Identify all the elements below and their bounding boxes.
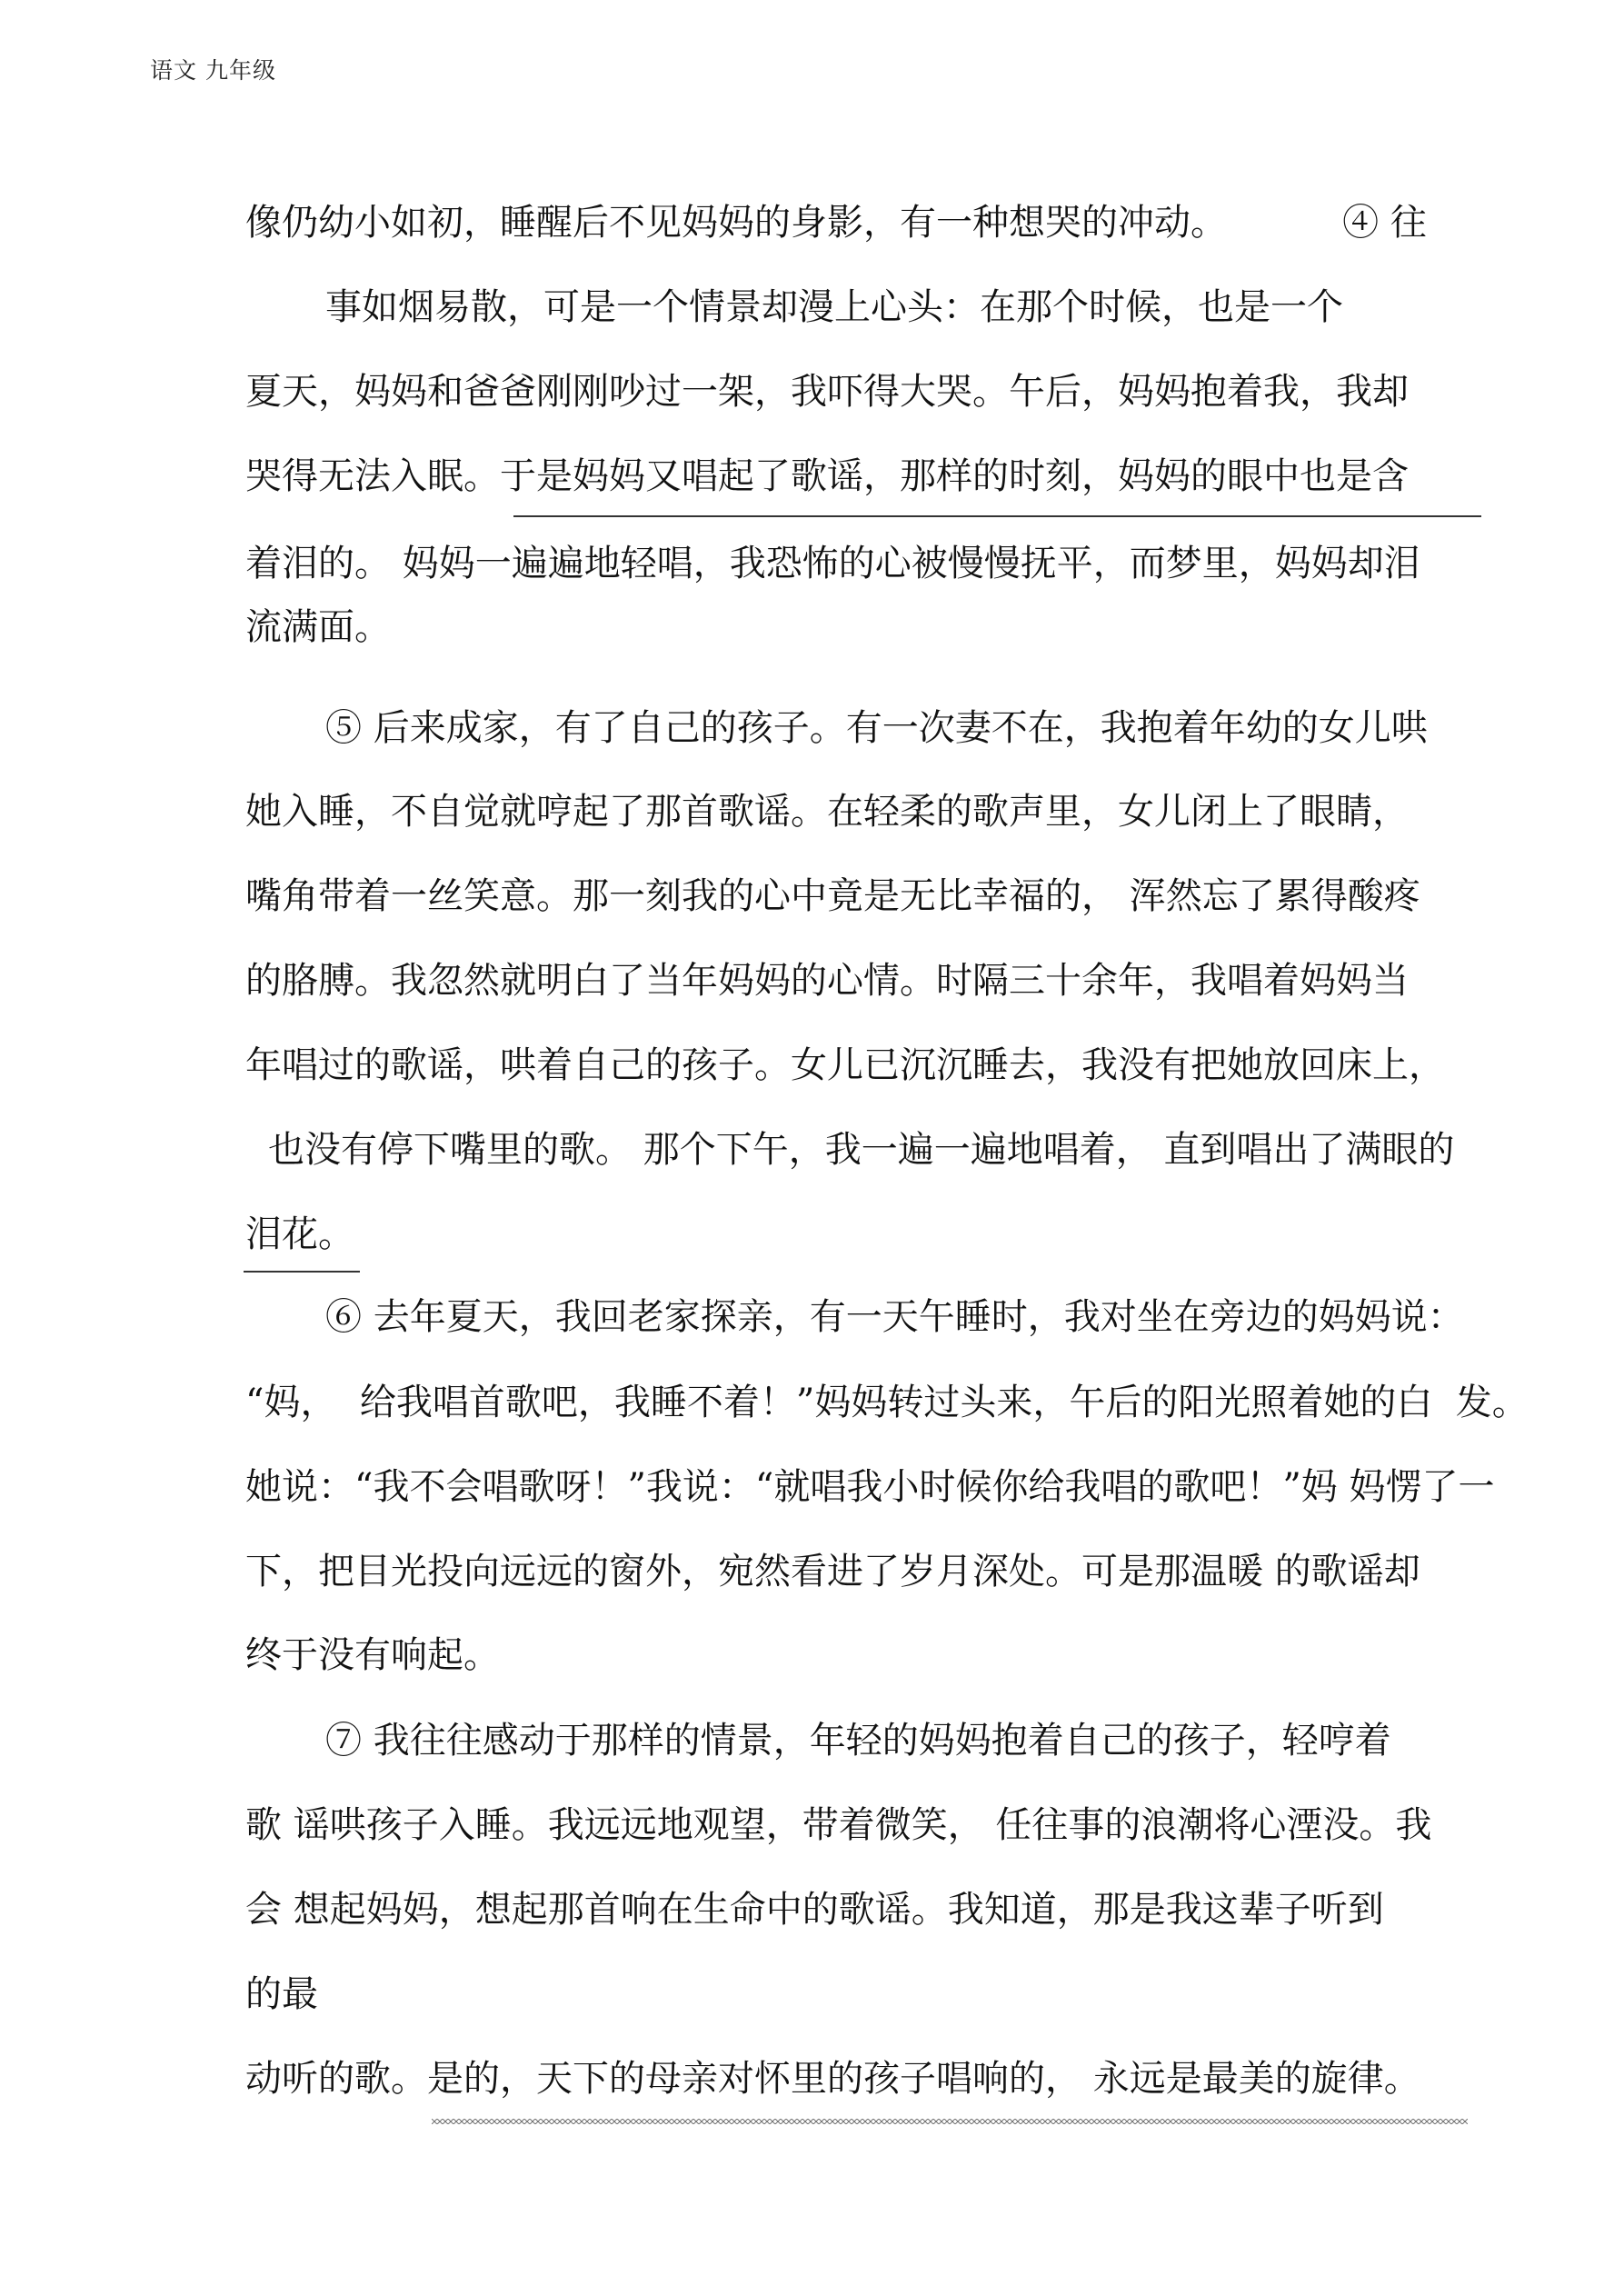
- text-line: 终于没有响起。: [245, 1634, 500, 1676]
- text-line: 的最: [245, 1973, 318, 2015]
- text-line: 事如烟易散，可是一个情景却漫上心头：在那个时候，也是一个: [325, 286, 1343, 328]
- text-line: 她说：“我不会唱歌呀！”我说：“就唱我小时候你给我唱的歌吧！”妈 妈愣了一: [245, 1466, 1495, 1508]
- text-line: 她入睡，不自觉就哼起了那首歌谣。在轻柔的歌声里，女儿闭上了眼睛，: [245, 791, 1409, 833]
- wavy-underline: [432, 2119, 1468, 2124]
- text-line: 的胳膊。我忽然就明白了当年妈妈的心情。时隔三十余年，我唱着妈妈当: [245, 960, 1409, 1002]
- page-header: 语文 九年级: [150, 57, 276, 84]
- text-line: 流满面。: [245, 606, 391, 648]
- text-line: 年唱过的歌谣，哄着自己的孩子。女儿已沉沉睡去，我没有把她放回床上，: [245, 1044, 1445, 1086]
- text-line: 歌 谣哄孩子入睡。我远远地观望，带着微笑， 任往事的浪潮将心湮没。我: [245, 1804, 1432, 1846]
- text-line: 像仍幼小如初，睡醒后不见妈妈的身影，有一种想哭的冲动。 ④ 往: [245, 202, 1427, 244]
- underline-rule: [513, 515, 1481, 517]
- text-line: 嘴角带着一丝笑意。那一刻我的心中竟是无比幸福的， 浑然忘了累得酸疼: [245, 875, 1420, 917]
- text-line: 着泪的。 妈妈一遍遍地轻唱，我恐怖的心被慢慢抚平，而梦里，妈妈却泪: [245, 543, 1420, 584]
- text-line: 泪花。: [245, 1213, 354, 1255]
- text-line: ⑥ 去年夏天，我回老家探亲，有一天午睡时，我对坐在旁边的妈妈说：: [325, 1296, 1464, 1338]
- text-line: 动听的歌。是的，天下的母亲对怀里的孩子唱响的， 永远是最美的旋律。: [245, 2058, 1420, 2100]
- text-line: “妈， 给我唱首歌吧，我睡不着！”妈妈转过头来，午后的阳光照着她的白 发。: [245, 1382, 1529, 1423]
- text-line: ⑦ 我往往感动于那样的情景，年轻的妈妈抱着自己的孩子，轻哼着: [325, 1720, 1391, 1762]
- text-line: 下，把目光投向远远的窗外，宛然看进了岁月深处。可是那温暖 的歌谣却: [245, 1551, 1420, 1592]
- text-line: ⑤ 后来成家，有了自己的孩子。有一次妻不在，我抱着年幼的女儿哄: [325, 707, 1428, 749]
- text-line: 夏天，妈妈和爸爸刚刚吵过一架，我吓得大哭。午后，妈妈抱着我，我却: [245, 371, 1409, 413]
- text-line: 会 想起妈妈，想起那首响在生命中的歌谣。我知道，那是我这辈子听到: [245, 1889, 1384, 1931]
- underline-rule: [244, 1271, 360, 1273]
- text-line: 哭得无法入眠。于是妈妈又唱起了歌谣，那样的时刻，妈妈的眼中也是含: [245, 455, 1409, 497]
- text-line: 也没有停下嘴里的歌。 那个下午，我一遍一遍地唱着， 直到唱出了满眼的: [268, 1129, 1455, 1171]
